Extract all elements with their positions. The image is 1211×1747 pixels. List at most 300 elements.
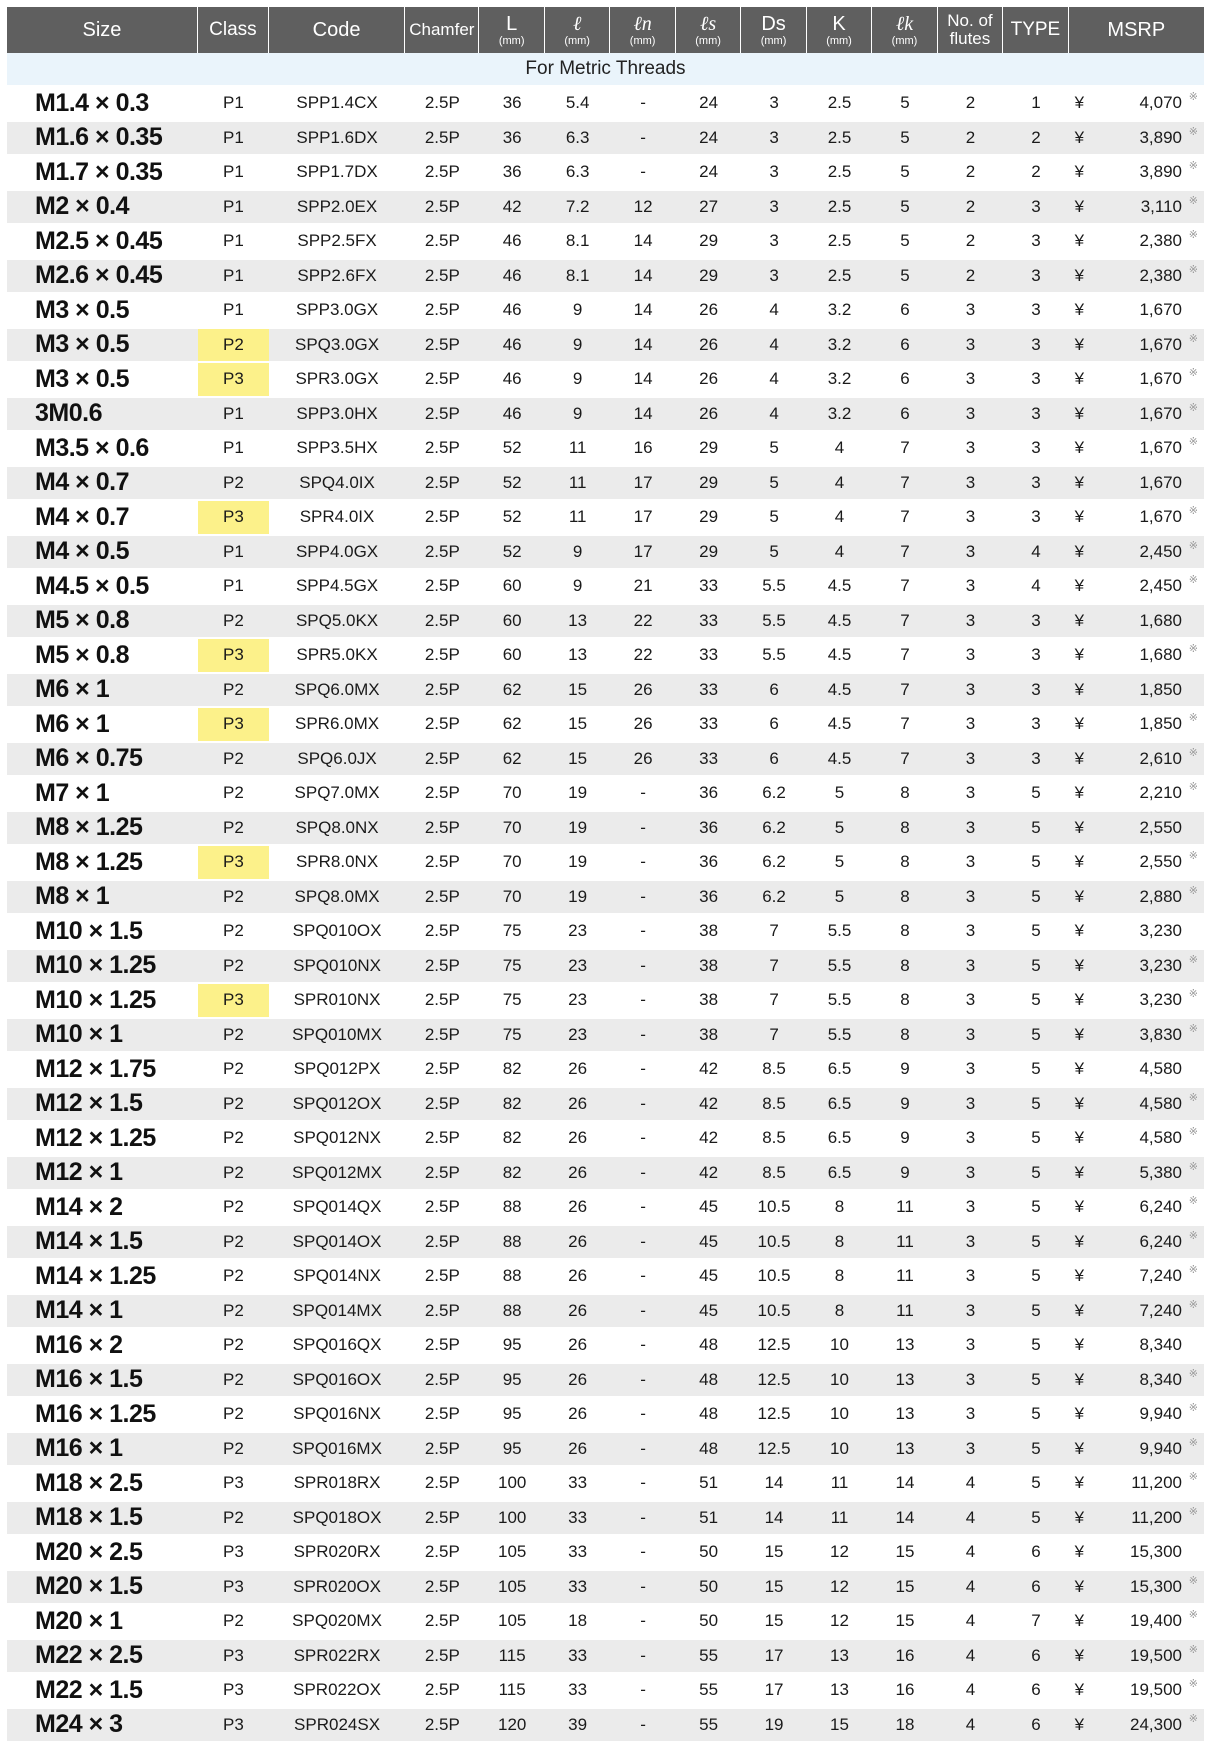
- cell-Ds: 3: [741, 122, 806, 157]
- cell-chamfer: 2.5P: [405, 225, 479, 260]
- cell-chamfer: 2.5P: [405, 1467, 479, 1502]
- cell-l: 26: [545, 1191, 610, 1226]
- price-value: 7,240: [1139, 1300, 1182, 1320]
- cell-L: 62: [479, 743, 544, 778]
- cell-cls: P2: [198, 1260, 269, 1295]
- column-header-l: [545, 7, 610, 53]
- cell-chamfer: 2.5P: [405, 1398, 479, 1433]
- cell-msrp: [1069, 1122, 1204, 1157]
- currency-symbol: ¥: [1074, 1714, 1085, 1734]
- cell-chamfer: 2.5P: [405, 846, 479, 881]
- cell-cls: P2: [198, 1226, 269, 1261]
- cell-K: 8: [807, 1226, 872, 1261]
- cell-type: 5: [1003, 1191, 1068, 1226]
- spec-table-container: [7, 7, 1204, 1743]
- cell-cls: P1: [198, 225, 269, 260]
- note-mark-icon: ※: [1188, 712, 1198, 724]
- cell-ln: -: [610, 1536, 675, 1571]
- cell-cls: P3: [198, 984, 269, 1019]
- price-value: 1,680: [1139, 610, 1182, 630]
- column-header-flutes: [938, 7, 1003, 53]
- cell-flutes: 3: [938, 1019, 1003, 1054]
- price-value: 4,580: [1139, 1059, 1182, 1079]
- price-value: 3,890: [1139, 127, 1182, 147]
- currency-symbol: ¥: [1074, 1507, 1085, 1527]
- cell-flutes: 3: [938, 398, 1003, 433]
- cell-ls: 33: [676, 708, 741, 743]
- cell-code: SPQ4.0IX: [269, 467, 405, 502]
- cell-lk: 8: [872, 950, 937, 985]
- currency-symbol: ¥: [1074, 610, 1085, 630]
- cell-Ds: 8.5: [741, 1088, 806, 1123]
- cell-chamfer: 2.5P: [405, 156, 479, 191]
- cell-size: M12 × 1.75: [7, 1053, 198, 1088]
- currency-symbol: ¥: [1074, 369, 1085, 389]
- cell-ln: 14: [610, 225, 675, 260]
- cell-l: 19: [545, 881, 610, 916]
- cell-lk: 7: [872, 639, 937, 674]
- column-unit: (mm): [891, 34, 918, 47]
- cell-L: 88: [479, 1226, 544, 1261]
- cell-code: SPR5.0KX: [269, 639, 405, 674]
- cell-chamfer: 2.5P: [405, 915, 479, 950]
- table-row: [7, 915, 1204, 950]
- note-mark-icon: ※: [1188, 1402, 1198, 1414]
- cell-flutes: 3: [938, 984, 1003, 1019]
- cell-msrp: [1069, 501, 1204, 536]
- cell-K: 4: [807, 467, 872, 502]
- cell-flutes: 3: [938, 536, 1003, 571]
- cell-ls: 29: [676, 260, 741, 295]
- cell-size: M3.5 × 0.6: [7, 432, 198, 467]
- cell-l: 15: [545, 743, 610, 778]
- cell-code: SPQ7.0MX: [269, 777, 405, 812]
- cell-msrp: [1069, 363, 1204, 398]
- cell-lk: 9: [872, 1122, 937, 1157]
- cell-L: 115: [479, 1640, 544, 1675]
- cell-type: 5: [1003, 1226, 1068, 1261]
- cell-lk: 8: [872, 915, 937, 950]
- cell-chamfer: 2.5P: [405, 1191, 479, 1226]
- cell-K: 5.5: [807, 915, 872, 950]
- cell-flutes: 3: [938, 1329, 1003, 1364]
- currency-symbol: ¥: [1074, 334, 1085, 354]
- cell-K: 15: [807, 1709, 872, 1744]
- table-row: [7, 1709, 1204, 1744]
- column-label: Class: [209, 19, 257, 40]
- note-mark-icon: ※: [1188, 1298, 1198, 1311]
- cell-ln: -: [610, 881, 675, 916]
- cell-size: M16 × 2: [7, 1329, 198, 1364]
- cell-Ds: 19: [741, 1709, 806, 1744]
- cell-size: M12 × 1.25: [7, 1122, 198, 1157]
- cell-flutes: 4: [938, 1709, 1003, 1744]
- price-value: 11,200: [1131, 1507, 1182, 1527]
- currency-symbol: ¥: [1074, 541, 1085, 561]
- cell-ls: 36: [676, 881, 741, 916]
- cell-L: 100: [479, 1502, 544, 1537]
- cell-flutes: 3: [938, 812, 1003, 847]
- cell-chamfer: 2.5P: [405, 1709, 479, 1744]
- currency-symbol: ¥: [1074, 1542, 1085, 1562]
- cell-msrp: [1069, 1709, 1204, 1744]
- cell-l: 15: [545, 674, 610, 709]
- cell-cls: P2: [198, 950, 269, 985]
- cell-flutes: 4: [938, 1536, 1003, 1571]
- currency-symbol: ¥: [1074, 748, 1085, 768]
- cell-size: M8 × 1.25: [7, 812, 198, 847]
- cell-lk: 15: [872, 1536, 937, 1571]
- cell-K: 2.5: [807, 156, 872, 191]
- cell-type: 7: [1003, 1605, 1068, 1640]
- table-row: [7, 467, 1204, 502]
- cell-l: 26: [545, 1157, 610, 1192]
- cell-lk: 7: [872, 605, 937, 640]
- cell-size: M10 × 1.5: [7, 915, 198, 950]
- cell-chamfer: 2.5P: [405, 467, 479, 502]
- currency-symbol: ¥: [1074, 403, 1085, 423]
- cell-size: M16 × 1.5: [7, 1364, 198, 1399]
- cell-cls: P3: [198, 501, 269, 536]
- cell-ls: 50: [676, 1605, 741, 1640]
- cell-code: SPP4.5GX: [269, 570, 405, 605]
- cell-size: M24 × 3: [7, 1709, 198, 1744]
- cell-chamfer: 2.5P: [405, 398, 479, 433]
- cell-flutes: 2: [938, 260, 1003, 295]
- cell-K: 5: [807, 812, 872, 847]
- note-mark-icon: ※: [1188, 436, 1198, 448]
- cell-chamfer: 2.5P: [405, 1605, 479, 1640]
- cell-type: 3: [1003, 260, 1068, 295]
- cell-K: 4.5: [807, 639, 872, 674]
- cell-ls: 26: [676, 398, 741, 433]
- cell-L: 52: [479, 467, 544, 502]
- cell-cls: P1: [198, 191, 269, 226]
- cell-ls: 45: [676, 1191, 741, 1226]
- cell-msrp: [1069, 1467, 1204, 1502]
- cell-l: 11: [545, 432, 610, 467]
- currency-symbol: ¥: [1074, 1300, 1085, 1320]
- cell-msrp: [1069, 536, 1204, 571]
- cell-msrp: [1069, 1433, 1204, 1468]
- cell-code: SPQ3.0GX: [269, 329, 405, 364]
- note-mark-icon: ※: [1188, 125, 1198, 138]
- cell-ls: 36: [676, 812, 741, 847]
- cell-type: 5: [1003, 1088, 1068, 1123]
- cell-type: 5: [1003, 915, 1068, 950]
- cell-code: SPP2.5FX: [269, 225, 405, 260]
- cell-chamfer: 2.5P: [405, 1053, 479, 1088]
- note-mark-icon: ※: [1188, 953, 1198, 966]
- cell-type: 1: [1003, 87, 1068, 122]
- cell-type: 5: [1003, 984, 1068, 1019]
- cell-K: 10: [807, 1433, 872, 1468]
- table-row: [7, 87, 1204, 122]
- price-value: 1,670: [1139, 334, 1182, 354]
- cell-flutes: 2: [938, 122, 1003, 157]
- cell-K: 3.2: [807, 398, 872, 433]
- cell-Ds: 7: [741, 984, 806, 1019]
- table-row: [7, 1674, 1204, 1709]
- cell-flutes: 3: [938, 881, 1003, 916]
- price-value: 3,230: [1139, 955, 1182, 975]
- cell-flutes: 2: [938, 87, 1003, 122]
- cell-l: 26: [545, 1088, 610, 1123]
- cell-ln: -: [610, 1467, 675, 1502]
- price-value: 2,880: [1139, 886, 1182, 906]
- cell-size: M12 × 1.5: [7, 1088, 198, 1123]
- cell-l: 33: [545, 1502, 610, 1537]
- cell-Ds: 3: [741, 225, 806, 260]
- table-row: [7, 1467, 1204, 1502]
- cell-type: 5: [1003, 1467, 1068, 1502]
- cell-cls: P1: [198, 398, 269, 433]
- cell-Ds: 10.5: [741, 1295, 806, 1330]
- cell-l: 13: [545, 605, 610, 640]
- cell-flutes: 4: [938, 1605, 1003, 1640]
- cell-cls: P3: [198, 1709, 269, 1744]
- cell-msrp: [1069, 1053, 1204, 1088]
- cell-lk: 11: [872, 1191, 937, 1226]
- currency-symbol: ¥: [1074, 1335, 1085, 1355]
- cell-l: 13: [545, 639, 610, 674]
- cell-msrp: [1069, 122, 1204, 157]
- cell-msrp: [1069, 432, 1204, 467]
- table-row: [7, 1398, 1204, 1433]
- cell-ln: -: [610, 1433, 675, 1468]
- cell-Ds: 10.5: [741, 1226, 806, 1261]
- cell-msrp: [1069, 398, 1204, 433]
- price-value: 2,380: [1139, 265, 1182, 285]
- cell-ln: -: [610, 1191, 675, 1226]
- cell-cls: P1: [198, 536, 269, 571]
- note-mark-icon: ※: [1188, 1264, 1198, 1276]
- cell-type: 3: [1003, 605, 1068, 640]
- cell-chamfer: 2.5P: [405, 708, 479, 743]
- note-mark-icon: ※: [1188, 539, 1198, 552]
- cell-cls: P2: [198, 743, 269, 778]
- cell-size: M4 × 0.5: [7, 536, 198, 571]
- cell-L: 95: [479, 1364, 544, 1399]
- cell-type: 6: [1003, 1640, 1068, 1675]
- currency-symbol: ¥: [1074, 817, 1085, 837]
- note-mark-icon: ※: [1188, 1505, 1198, 1518]
- cell-lk: 16: [872, 1640, 937, 1675]
- cell-lk: 7: [872, 674, 937, 709]
- cell-ln: -: [610, 812, 675, 847]
- cell-cls: P2: [198, 777, 269, 812]
- currency-symbol: ¥: [1074, 507, 1085, 527]
- cell-lk: 9: [872, 1088, 937, 1123]
- cell-ls: 42: [676, 1053, 741, 1088]
- cell-L: 95: [479, 1398, 544, 1433]
- cell-K: 8: [807, 1260, 872, 1295]
- cell-cls: P3: [198, 1640, 269, 1675]
- cell-chamfer: 2.5P: [405, 1329, 479, 1364]
- column-label: Size: [82, 19, 122, 41]
- cell-cls: P2: [198, 674, 269, 709]
- cell-size: M3 × 0.5: [7, 363, 198, 398]
- cell-ln: 22: [610, 639, 675, 674]
- cell-cls: P2: [198, 1433, 269, 1468]
- cell-L: 82: [479, 1053, 544, 1088]
- cell-msrp: [1069, 984, 1204, 1019]
- cell-msrp: [1069, 156, 1204, 191]
- cell-msrp: [1069, 915, 1204, 950]
- table-row: [7, 156, 1204, 191]
- cell-size: M4.5 × 0.5: [7, 570, 198, 605]
- cell-Ds: 6: [741, 743, 806, 778]
- cell-L: 75: [479, 1019, 544, 1054]
- currency-symbol: ¥: [1074, 93, 1085, 113]
- cell-L: 82: [479, 1157, 544, 1192]
- note-mark-icon: ※: [1188, 1436, 1198, 1449]
- cell-Ds: 5: [741, 432, 806, 467]
- cell-flutes: 4: [938, 1640, 1003, 1675]
- cell-lk: 7: [872, 708, 937, 743]
- cell-Ds: 7: [741, 950, 806, 985]
- cell-flutes: 2: [938, 225, 1003, 260]
- cell-lk: 13: [872, 1398, 937, 1433]
- cell-ln: 14: [610, 329, 675, 364]
- cell-code: SPQ018OX: [269, 1502, 405, 1537]
- cell-lk: 11: [872, 1295, 937, 1330]
- cell-msrp: [1069, 1536, 1204, 1571]
- table-row: [7, 1605, 1204, 1640]
- cell-Ds: 14: [741, 1467, 806, 1502]
- cell-code: SPQ016QX: [269, 1329, 405, 1364]
- cell-type: 3: [1003, 191, 1068, 226]
- cell-l: 23: [545, 915, 610, 950]
- cell-Ds: 17: [741, 1674, 806, 1709]
- table-row: [7, 363, 1204, 398]
- cell-ls: 50: [676, 1571, 741, 1606]
- cell-cls: P2: [198, 605, 269, 640]
- cell-ls: 33: [676, 570, 741, 605]
- cell-Ds: 12.5: [741, 1329, 806, 1364]
- price-value: 1,850: [1139, 679, 1182, 699]
- cell-chamfer: 2.5P: [405, 260, 479, 295]
- cell-ln: -: [610, 1571, 675, 1606]
- cell-code: SPQ8.0MX: [269, 881, 405, 916]
- cell-Ds: 6: [741, 708, 806, 743]
- cell-flutes: 3: [938, 1122, 1003, 1157]
- currency-symbol: ¥: [1074, 852, 1085, 872]
- cell-chamfer: 2.5P: [405, 294, 479, 329]
- cell-l: 26: [545, 1260, 610, 1295]
- cell-type: 6: [1003, 1536, 1068, 1571]
- cell-L: 100: [479, 1467, 544, 1502]
- cell-code: SPP1.6DX: [269, 122, 405, 157]
- cell-size: M14 × 1.25: [7, 1260, 198, 1295]
- note-mark-icon: ※: [1188, 194, 1198, 207]
- cell-msrp: [1069, 1226, 1204, 1261]
- cell-msrp: [1069, 225, 1204, 260]
- cell-lk: 7: [872, 743, 937, 778]
- cell-Ds: 3: [741, 191, 806, 226]
- cell-l: 8.1: [545, 260, 610, 295]
- currency-symbol: ¥: [1074, 955, 1085, 975]
- cell-lk: 8: [872, 881, 937, 916]
- cell-type: 5: [1003, 846, 1068, 881]
- cell-ls: 26: [676, 294, 741, 329]
- cell-ln: -: [610, 1674, 675, 1709]
- cell-lk: 6: [872, 294, 937, 329]
- cell-type: 5: [1003, 1502, 1068, 1537]
- currency-symbol: ¥: [1074, 1369, 1085, 1389]
- cell-cls: P3: [198, 846, 269, 881]
- cell-Ds: 12.5: [741, 1433, 806, 1468]
- cell-code: SPR6.0MX: [269, 708, 405, 743]
- cell-l: 19: [545, 777, 610, 812]
- cell-l: 5.4: [545, 87, 610, 122]
- cell-ls: 55: [676, 1709, 741, 1744]
- price-value: 15,300: [1130, 1542, 1182, 1562]
- table-header: [7, 7, 1204, 53]
- cell-cls: P2: [198, 915, 269, 950]
- table-row: [7, 1053, 1204, 1088]
- price-value: 1,850: [1139, 714, 1182, 734]
- price-value: 4,580: [1139, 1128, 1182, 1148]
- cell-msrp: [1069, 743, 1204, 778]
- cell-size: M2 × 0.4: [7, 191, 198, 226]
- currency-symbol: ¥: [1074, 679, 1085, 699]
- cell-type: 6: [1003, 1674, 1068, 1709]
- cell-K: 3.2: [807, 329, 872, 364]
- cell-cls: P3: [198, 1571, 269, 1606]
- cell-lk: 13: [872, 1364, 937, 1399]
- cell-size: M5 × 0.8: [7, 639, 198, 674]
- cell-ln: 14: [610, 260, 675, 295]
- cell-type: 3: [1003, 501, 1068, 536]
- currency-symbol: ¥: [1074, 1404, 1085, 1424]
- cell-msrp: [1069, 1019, 1204, 1054]
- cell-L: 115: [479, 1674, 544, 1709]
- cell-msrp: [1069, 1640, 1204, 1675]
- cell-Ds: 10.5: [741, 1191, 806, 1226]
- price-value: 15,300: [1130, 1576, 1182, 1596]
- cell-L: 88: [479, 1295, 544, 1330]
- table-row: [7, 639, 1204, 674]
- cell-msrp: [1069, 1157, 1204, 1192]
- cell-l: 26: [545, 1226, 610, 1261]
- cell-chamfer: 2.5P: [405, 1502, 479, 1537]
- cell-K: 4.5: [807, 743, 872, 778]
- cell-ln: -: [610, 1157, 675, 1192]
- cell-code: SPP1.4CX: [269, 87, 405, 122]
- cell-ls: 45: [676, 1295, 741, 1330]
- cell-ln: 14: [610, 398, 675, 433]
- cell-L: 75: [479, 984, 544, 1019]
- cell-flutes: 3: [938, 294, 1003, 329]
- cell-ln: -: [610, 1260, 675, 1295]
- note-mark-icon: ※: [1188, 988, 1198, 1000]
- cell-cls: P1: [198, 87, 269, 122]
- cell-ln: -: [610, 1053, 675, 1088]
- note-mark-icon: ※: [1188, 1678, 1198, 1690]
- cell-chamfer: 2.5P: [405, 984, 479, 1019]
- table-row: [7, 432, 1204, 467]
- cell-code: SPR3.0GX: [269, 363, 405, 398]
- cell-cls: P3: [198, 1536, 269, 1571]
- cell-Ds: 3: [741, 156, 806, 191]
- price-value: 5,380: [1139, 1162, 1182, 1182]
- cell-code: SPR022OX: [269, 1674, 405, 1709]
- currency-symbol: ¥: [1074, 1059, 1085, 1079]
- cell-ls: 33: [676, 605, 741, 640]
- currency-symbol: ¥: [1074, 1645, 1085, 1665]
- price-value: 2,210: [1139, 783, 1182, 803]
